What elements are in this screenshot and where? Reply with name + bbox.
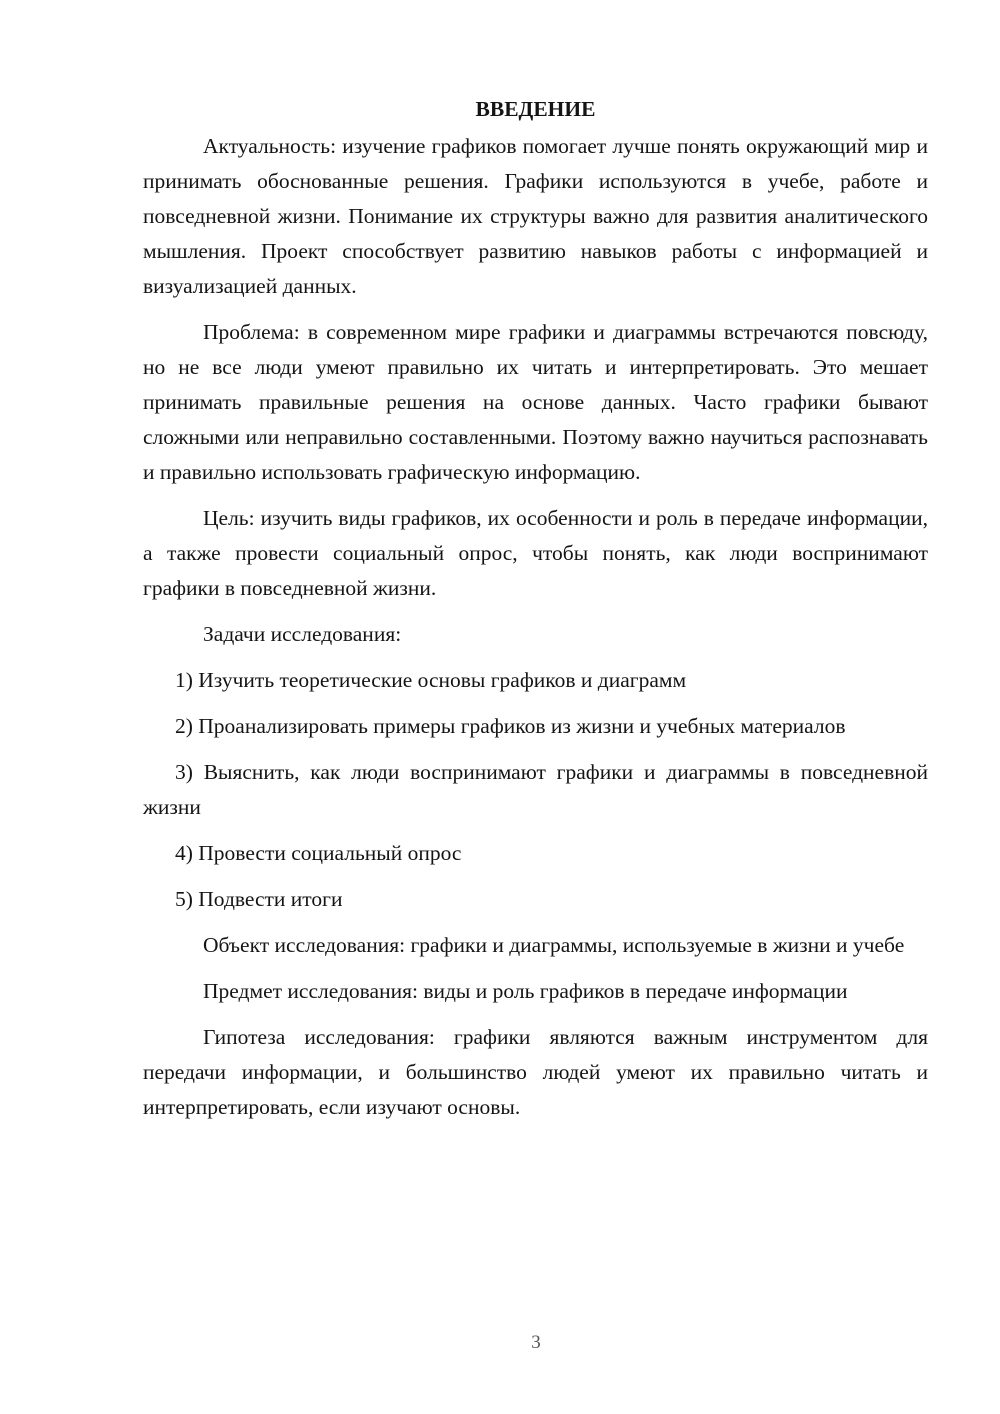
- task-item-3: 3) Выяснить, как люди воспринимают графики и диаграммы в повседневной жизни: [143, 760, 928, 819]
- page-number: 3: [531, 1332, 541, 1353]
- section-title: ВВЕДЕНИЕ: [475, 97, 596, 121]
- task-item-2: 2) Проанализировать примеры графиков из жизни и учебных материалов: [175, 714, 846, 738]
- tasks-heading: Задачи исследования:: [203, 622, 402, 646]
- subject-paragraph: Предмет исследования: виды и роль графиков в передаче информации: [203, 979, 848, 1003]
- task-item-4: 4) Провести социальный опрос: [175, 841, 462, 865]
- hypothesis-paragraph: Гипотеза исследования: графики являются важным инструментом для передачи информации, и большинство людей умеют их правильно читать и интерпретировать, если изучают основы.: [143, 1025, 928, 1119]
- goal-paragraph: Цель: изучить виды графиков, их особенности и роль в передаче информации, а также провести социальный опрос, чтобы понять, как люди воспринимают графики в повседневной жизни.: [143, 506, 928, 600]
- problem-paragraph: Проблема: в современном мире графики и диаграммы встречаются повсюду, но не все люди умеют правильно их читать и интерпретировать. Это мешает принимать правильные решения на основе данных. Часто графики бывают сложными или неправильно составленными. Поэтому важно научиться распознавать и правильно использовать графическую информацию.: [143, 320, 928, 484]
- document-page: [143, 92, 928, 1136]
- task-item-5: 5) Подвести итоги: [175, 887, 343, 911]
- object-paragraph: Объект исследования: графики и диаграммы, используемые в жизни и учебе: [203, 933, 905, 957]
- relevance-paragraph: Актуальность: изучение графиков помогает лучше понять окружающий мир и принимать обоснованные решения. Графики используются в учебе, работе и повседневной жизни. Понимание их структуры важно для развития аналитического мышления. Проект способствует развитию навыков работы с информацией и визуализацией данных.: [143, 134, 928, 298]
- task-item-1: 1) Изучить теоретические основы графиков и диаграмм: [175, 668, 687, 692]
